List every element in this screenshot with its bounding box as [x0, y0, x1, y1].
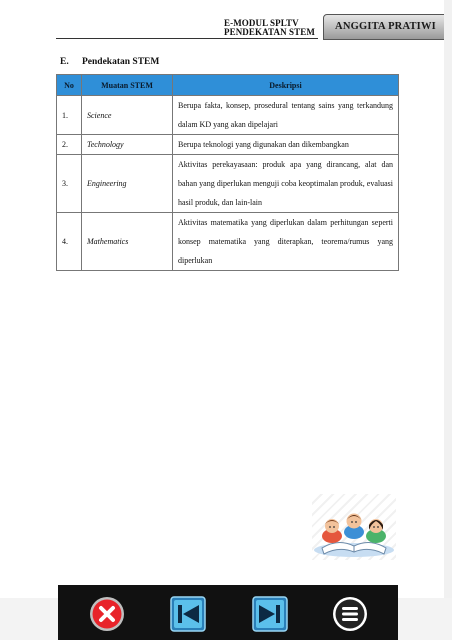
table-header-row — [57, 75, 399, 96]
header-deskripsi: Deskripsi — [173, 75, 399, 96]
module-name: E-MODUL SPLTV — [224, 18, 299, 28]
close-icon — [89, 596, 125, 632]
reading-kids-illustration — [312, 494, 396, 560]
header-no: No — [57, 75, 82, 96]
row-deskripsi: Berupa teknologi yang digunakan dan dikembangkan — [173, 135, 399, 155]
module-subtitle: PENDEKATAN STEM — [224, 27, 315, 37]
row-number: 3. — [57, 155, 82, 213]
section-letter: E. — [60, 57, 69, 67]
row-number: 4. — [57, 213, 82, 271]
header-divider — [56, 38, 318, 39]
row-deskripsi: Aktivitas matematika yang diperlukan dalam perhitungan seperti konsep matematika yang diterapkan, teorema/rumus yang diperlukan — [173, 213, 399, 271]
table-row — [57, 96, 399, 135]
next-page-button[interactable] — [252, 596, 288, 632]
table-row — [57, 135, 399, 155]
page-edge-right — [444, 0, 452, 640]
row-deskripsi: Berupa fakta, konsep, prosedural tentang sains yang terkandung dalam KD yang akan dipelajari — [173, 96, 399, 135]
section-heading — [60, 57, 159, 67]
previous-page-button[interactable] — [170, 596, 206, 632]
table-row — [57, 155, 399, 213]
kids-reading-icon — [312, 494, 396, 560]
skip-next-icon — [252, 596, 288, 632]
row-number: 1. — [57, 96, 82, 135]
row-muatan: Science — [82, 96, 173, 135]
stem-table — [56, 74, 399, 271]
header-muatan: Muatan STEM — [82, 75, 173, 96]
row-muatan: Mathematics — [82, 213, 173, 271]
module-header-title — [224, 19, 315, 37]
menu-icon — [332, 596, 368, 632]
row-deskripsi: Aktivitas perekayasaan: produk apa yang dirancang, alat dan bahan yang diperlukan menguji coba keoptimalan produk, evaluasi hasil produk, dan lain-lain — [173, 155, 399, 213]
row-muatan: Engineering — [82, 155, 173, 213]
close-button[interactable] — [89, 596, 125, 632]
row-muatan: Technology — [82, 135, 173, 155]
table-row — [57, 213, 399, 271]
menu-button[interactable] — [332, 596, 368, 632]
row-number: 2. — [57, 135, 82, 155]
author-tab: ANGGITA PRATIWI — [323, 14, 448, 40]
section-title: Pendekatan STEM — [82, 57, 160, 67]
skip-previous-icon — [170, 596, 206, 632]
reader-toolbar — [58, 585, 398, 640]
